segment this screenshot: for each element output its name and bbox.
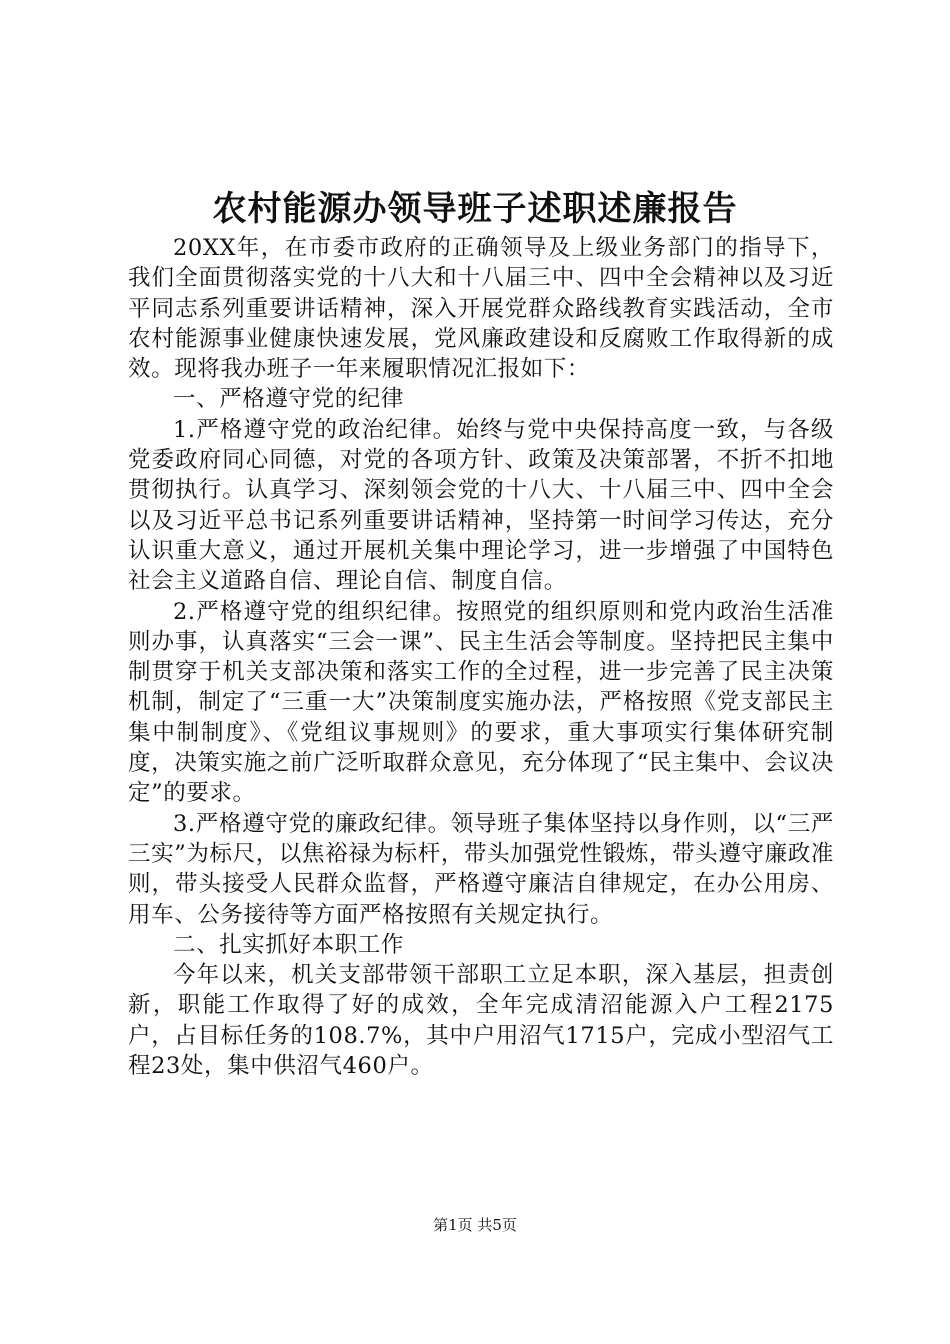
document-body [128,233,834,1081]
paragraph-political-discipline: 1.严格遵守党的政治纪律。始终与党中央保持高度一致，与各级党委政府同心同德，对党的各项方针、政策及决策部署，不折不扣地贯彻执行。认真学习、深刻领会党的十八大、十八届三中、四中全会以及习近平总书记系列重要讲话精神，坚持第一时间学习传达，充分认识重大意义，通过开展机关集中理论学习，进一步增强了中国特色社会主义道路自信、理论自信、制度自信。 [128,416,834,595]
paragraph-integrity-discipline: 3.严格遵守党的廉政纪律。领导班子集体坚持以身作则，以“三严三实”为标尺，以焦裕禄为标杆，带头加强党性锻炼，带头遵守廉政准则，带头接受人民群众监督，严格遵守廉洁自律规定，在办公用房、用车、公务接待等方面严格按照有关规定执行。 [128,810,834,928]
page-footer: 第1页 共5页 [433,1216,517,1234]
paragraph-work-results: 今年以来，机关支部带领干部职工立足本职，深入基层，担责创新，职能工作取得了好的成效，全年完成清沼能源入户工程2175户，占目标任务的108.7%，其中户用沼气1715户，完成小型沼气工程23处，集中供沼气460户。 [128,962,834,1080]
paragraph-organizational-discipline: 2.严格遵守党的组织纪律。按照党的组织原则和党内政治生活准则办事，认真落实“三会一课”、民主生活会等制度。坚持把民主集中制贯穿于机关支部决策和落实工作的全过程，进一步完善了民主决策机制，制定了“三重一大”决策制度实施办法，严格按照《党支部民主集中制制度》、《党组议事规则》的要求，重大事项实行集体研究制度，决策实施之前广泛听取群众意见，充分体现了“民主集中、会议决定”的要求。 [128,598,834,807]
document-title: 农村能源办领导班子述职述廉报告 [212,189,738,229]
section-heading-2: 二、扎实抓好本职工作 [173,931,405,958]
paragraph-intro: 20XX年，在市委市政府的正确领导及上级业务部门的指导下，我们全面贯彻落实党的十八大和十八届三中、四中全会精神以及习近平同志系列重要讲话精神，深入开展党群众路线教育实践活动，全市农村能源事业健康快速发展，党风廉政建设和反腐败工作取得新的成效。现将我办班子一年来履职情况汇报如下： [128,235,834,383]
section-heading-1: 一、严格遵守党的纪律 [173,386,405,413]
